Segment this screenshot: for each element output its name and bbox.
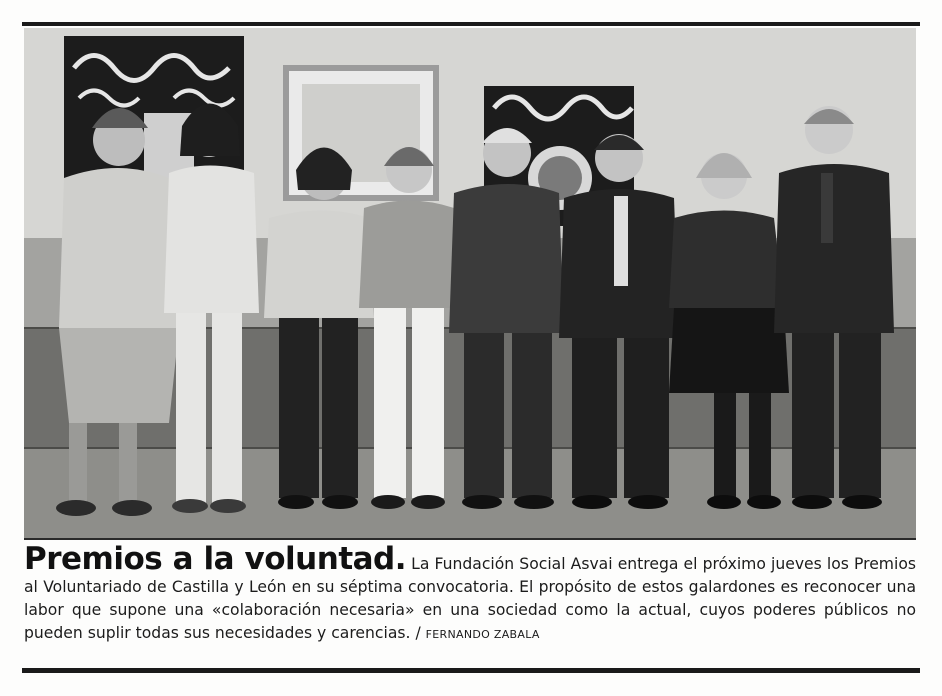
headline: Premios a la voluntad. (24, 541, 407, 577)
bottom-rule (22, 668, 920, 673)
photo-credit: FERNANDO ZABALA (425, 628, 540, 641)
top-rule (22, 22, 920, 26)
credit-separator: / (415, 624, 421, 642)
caption-body: La Fundación Social Asvai entrega el próximo jueves los Premios al Voluntariado de Castilla y León en su séptima convocatoria. El propósito de estos galardones es reconocer una labor que supone una «colaboración necesaria» en una sociedad como la actual, cuyos poderes públicos no pueden suplir todas sus necesidades y carencias. (24, 555, 916, 642)
news-photo (24, 28, 916, 540)
group-portrait-photo (24, 28, 916, 538)
photo-caption (24, 541, 916, 646)
